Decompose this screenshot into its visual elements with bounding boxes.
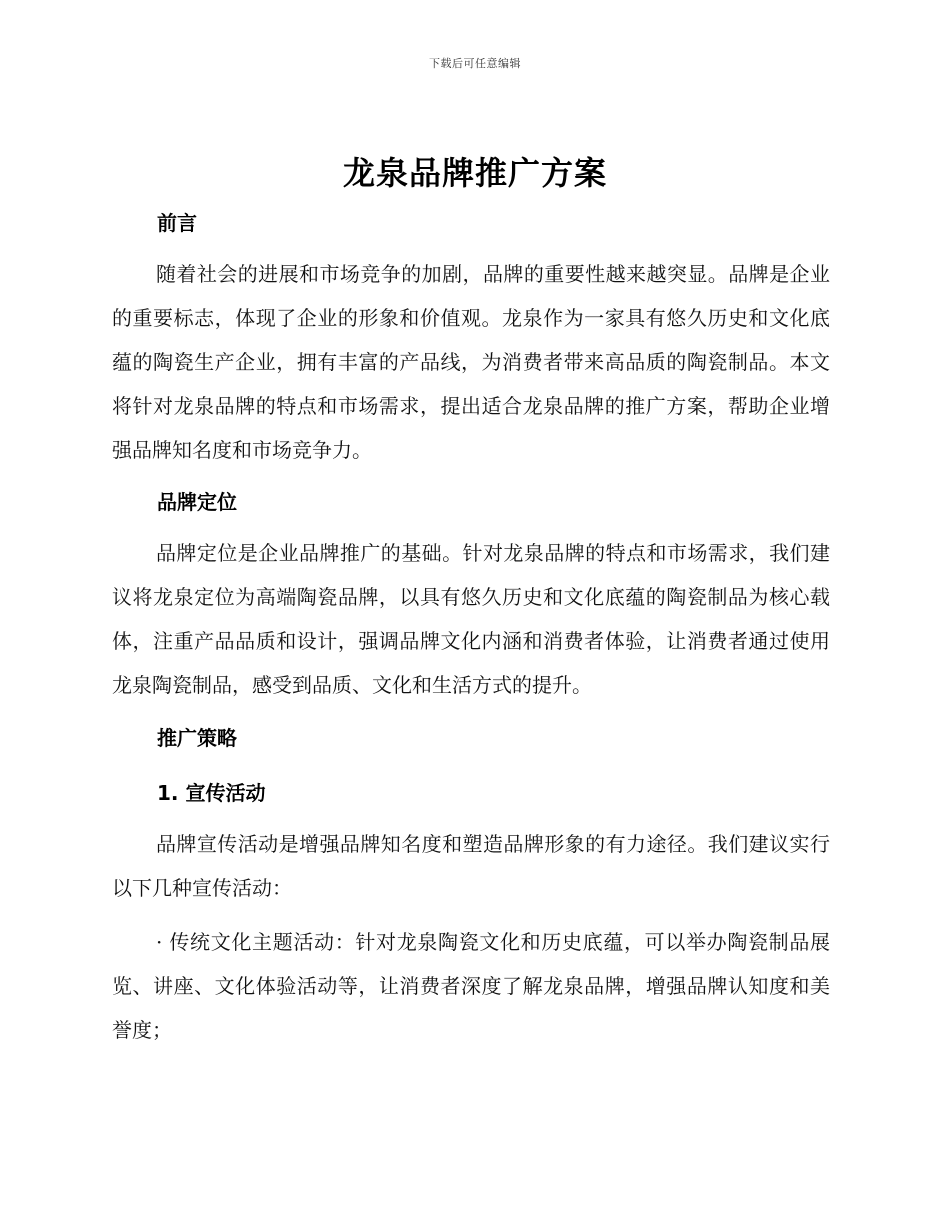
bullet-item-culture-activities: · 传统文化主题活动：针对龙泉陶瓷文化和历史底蕴，可以举办陶瓷制品展览、讲座、文化体验活动等，让消费者深度了解龙泉品牌，增强品牌认知度和美誉度； xyxy=(112,930,830,1042)
section-heading-positioning: 品牌定位 xyxy=(157,490,237,514)
section-heading-preface: 前言 xyxy=(157,211,197,235)
document-title: 龙泉品牌推广方案 xyxy=(342,154,607,192)
subsection-heading-campaigns: 1. 宣传活动 xyxy=(157,781,266,805)
section-heading-strategy: 推广策略 xyxy=(157,726,237,750)
paragraph-positioning: 品牌定位是企业品牌推广的基础。针对龙泉品牌的特点和市场需求，我们建议将龙泉定位为高端陶瓷品牌，以具有悠久历史和文化底蕴的陶瓷制品为核心载体，注重产品品质和设计，强调品牌文化内涵和消费者体验，让消费者通过使用龙泉陶瓷制品，感受到品质、文化和生活方式的提升。 xyxy=(112,541,830,697)
paragraph-campaigns: 品牌宣传活动是增强品牌知名度和塑造品牌形象的有力途径。我们建议实行以下几种宣传活动： xyxy=(112,832,830,900)
page-header: 下载后可任意编辑 xyxy=(429,57,521,70)
paragraph-preface: 随着社会的进展和市场竞争的加剧，品牌的重要性越来越突显。品牌是企业的重要标志，体现了企业的形象和价值观。龙泉作为一家具有悠久历史和文化底蕴的陶瓷生产企业，拥有丰富的产品线，为消费者带来高品质的陶瓷制品。本文将针对龙泉品牌的特点和市场需求，提出适合龙泉品牌的推广方案，帮助企业增强品牌知名度和市场竞争力。 xyxy=(112,262,830,462)
